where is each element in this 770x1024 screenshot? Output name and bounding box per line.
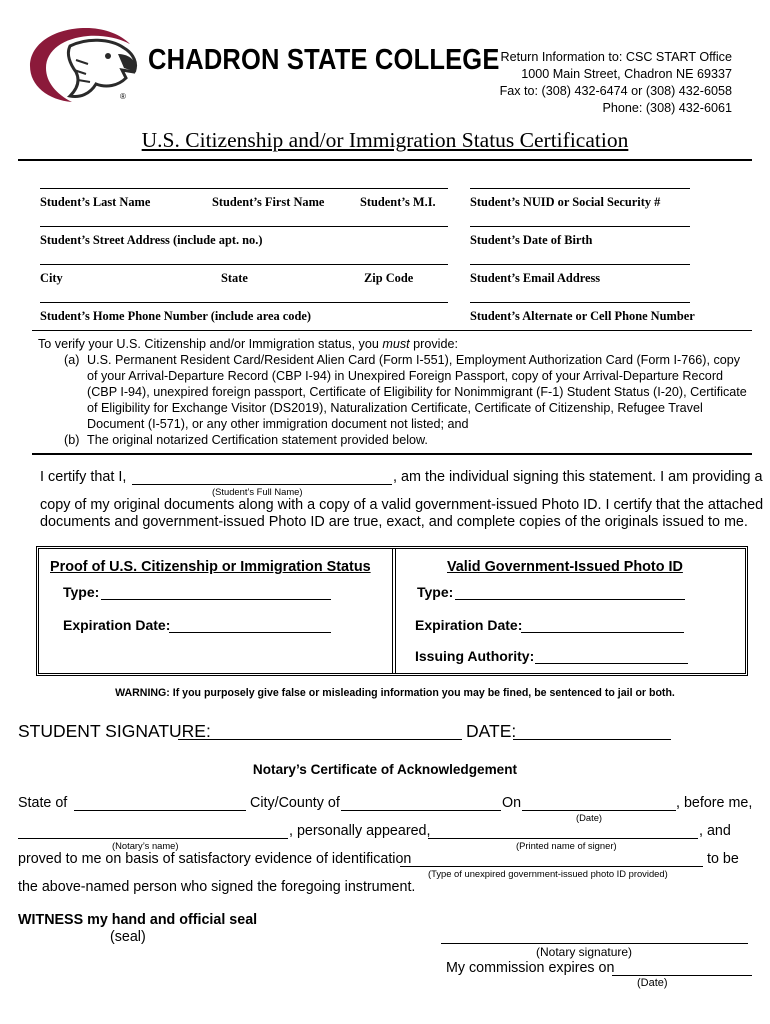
- photo-id-heading: Valid Government-Issued Photo ID: [447, 559, 683, 575]
- registered-mark: ®: [120, 92, 126, 101]
- full-name-input-line[interactable]: [132, 484, 392, 485]
- certify-start: I certify that I,: [40, 469, 127, 485]
- city-input-line[interactable]: [40, 264, 448, 265]
- instructions-b-line: The original notarized Certification statement provided below.: [87, 433, 428, 447]
- certify-line-2: copy of my original documents along with a copy of a valid government-issued Photo ID. I certify that the attached: [40, 497, 764, 513]
- city-county-line[interactable]: [341, 810, 501, 811]
- signature-date-label: DATE:: [466, 721, 517, 741]
- signature-date-line[interactable]: [513, 739, 671, 740]
- certify-end: , am the individual signing this statement. I am providing a: [393, 469, 763, 485]
- logo-eagle-eye: [105, 53, 111, 59]
- proof-box-divider: [392, 549, 396, 673]
- warning-text: WARNING: If you purposely give false or misleading information you may be fined, be sentenced to jail or both.: [115, 687, 675, 699]
- instructions-b-marker: (b): [64, 433, 80, 447]
- nuid-input-line[interactable]: [470, 188, 690, 189]
- commission-date-caption: (Date): [637, 977, 668, 989]
- on-date-caption: (Date): [576, 812, 603, 823]
- before-me-label: , before me,: [676, 795, 753, 811]
- alt-phone-input-line[interactable]: [470, 302, 690, 303]
- student-signature-label: STUDENT SIGNATURE:: [18, 721, 211, 741]
- street-label: Student’s Street Address (include apt. no.): [40, 233, 263, 247]
- email-input-line[interactable]: [470, 264, 690, 265]
- dob-label: Student’s Date of Birth: [470, 233, 593, 247]
- photo-type-input-line[interactable]: [455, 599, 685, 600]
- notary-name-caption: (Notary’s name): [112, 840, 179, 851]
- instructions-a-line: (CBP I-94), unexpired foreign passport, Certificate of Eligibility for Nonimmigrant (F-1) Student Status (I-20), Certificate: [87, 385, 747, 399]
- witness-text: WITNESS my hand and official seal: [18, 912, 258, 928]
- photo-expiration-input-line[interactable]: [521, 632, 684, 633]
- certify-line-3: documents and government-issued Photo ID are true, exact, and complete copies of the originals issued to me.: [40, 514, 748, 530]
- proof-heading: Proof of U.S. Citizenship or Immigration Status: [50, 559, 371, 575]
- fields-rule: [32, 330, 752, 331]
- and-label: , and: [699, 823, 731, 839]
- proved-text: proved to me on basis of satisfactory evidence of identification: [18, 851, 412, 867]
- zip-label: Zip Code: [364, 271, 414, 285]
- home-phone-label: Student’s Home Phone Number (include area code): [40, 309, 311, 323]
- state-of-label: State of: [18, 795, 68, 811]
- name-input-line[interactable]: [40, 188, 448, 189]
- instructions-a-line: of your Arrival-Departure Record (CBP I-94) in Unexpired Foreign Passport, copy of your Arrival-Departure Record: [87, 369, 724, 383]
- city-county-label: City/County of: [250, 795, 340, 811]
- form-title: U.S. Citizenship and/or Immigration Status Certification: [141, 128, 629, 152]
- on-label: On: [502, 795, 522, 811]
- notary-signature-line[interactable]: [441, 943, 748, 944]
- id-type-caption: (Type of unexpired government-issued photo ID provided): [428, 868, 668, 879]
- college-eagle-logo: [26, 24, 146, 106]
- seal-label: (seal): [110, 929, 146, 945]
- instructions-intro: To verify your U.S. Citizenship and/or Immigration status, you must provide:: [38, 337, 458, 351]
- street-input-line[interactable]: [40, 226, 448, 227]
- college-name: CHADRON STATE COLLEGE: [148, 44, 500, 76]
- notary-name-line[interactable]: [18, 838, 288, 839]
- photo-type-label: Type:: [417, 584, 454, 600]
- instructions-rule: [32, 453, 752, 455]
- mi-label: Student’s M.I.: [360, 195, 436, 209]
- instructions-a-marker: (a): [64, 353, 80, 367]
- instructions-a-line: of Eligibility for Exchange Visitor (DS2019), Naturalization Certificate, Certificate of Citizenship, Refugee Travel: [87, 401, 703, 415]
- state-of-line[interactable]: [74, 810, 246, 811]
- first-name-label: Student’s First Name: [212, 195, 325, 209]
- email-label: Student’s Email Address: [470, 271, 601, 285]
- on-date-line[interactable]: [522, 810, 676, 811]
- title-rule: [18, 159, 752, 161]
- proof-type-input-line[interactable]: [101, 599, 331, 600]
- return-info-line: Return Information to: CSC START Office: [500, 50, 732, 64]
- to-be-label: to be: [707, 851, 739, 867]
- nuid-label: Student’s NUID or Social Security #: [470, 195, 661, 209]
- home-phone-input-line[interactable]: [40, 302, 448, 303]
- id-type-line[interactable]: [400, 866, 703, 867]
- signer-name-caption: (Printed name of signer): [516, 840, 617, 851]
- commission-label: My commission expires on: [446, 960, 615, 976]
- notary-heading: Notary’s Certificate of Acknowledgement: [252, 762, 518, 777]
- full-name-caption: (Student’s Full Name): [212, 486, 303, 497]
- issuing-authority-label: Issuing Authority:: [415, 648, 535, 664]
- return-fax-line: Fax to: (308) 432-6474 or (308) 432-6058: [499, 84, 732, 98]
- student-signature-line[interactable]: [178, 739, 462, 740]
- alt-phone-label: Student’s Alternate or Cell Phone Number: [470, 309, 695, 323]
- above-named-text: the above-named person who signed the foregoing instrument.: [18, 879, 416, 895]
- last-name-label: Student’s Last Name: [40, 195, 151, 209]
- instructions-a-line: Document (I-571), or any other immigration document not listed; and: [87, 417, 469, 431]
- proof-type-label: Type:: [63, 584, 100, 600]
- return-address-line: 1000 Main Street, Chadron NE 69337: [521, 67, 732, 81]
- photo-expiration-label: Expiration Date:: [415, 617, 523, 633]
- notary-signature-caption: (Notary signature): [536, 945, 633, 959]
- signer-name-line[interactable]: [428, 838, 698, 839]
- city-label: City: [40, 271, 63, 285]
- commission-date-line[interactable]: [612, 975, 752, 976]
- issuing-authority-input-line[interactable]: [535, 663, 688, 664]
- return-phone-line: Phone: (308) 432-6061: [602, 101, 732, 115]
- personally-appeared-label: , personally appeared,: [289, 823, 431, 839]
- instructions-a-line: U.S. Permanent Resident Card/Resident Alien Card (Form I-551), Employment Authorization Card (Form I-766), copy: [87, 353, 741, 367]
- proof-expiration-input-line[interactable]: [169, 632, 331, 633]
- proof-expiration-label: Expiration Date:: [63, 617, 171, 633]
- state-label: State: [221, 271, 248, 285]
- dob-input-line[interactable]: [470, 226, 690, 227]
